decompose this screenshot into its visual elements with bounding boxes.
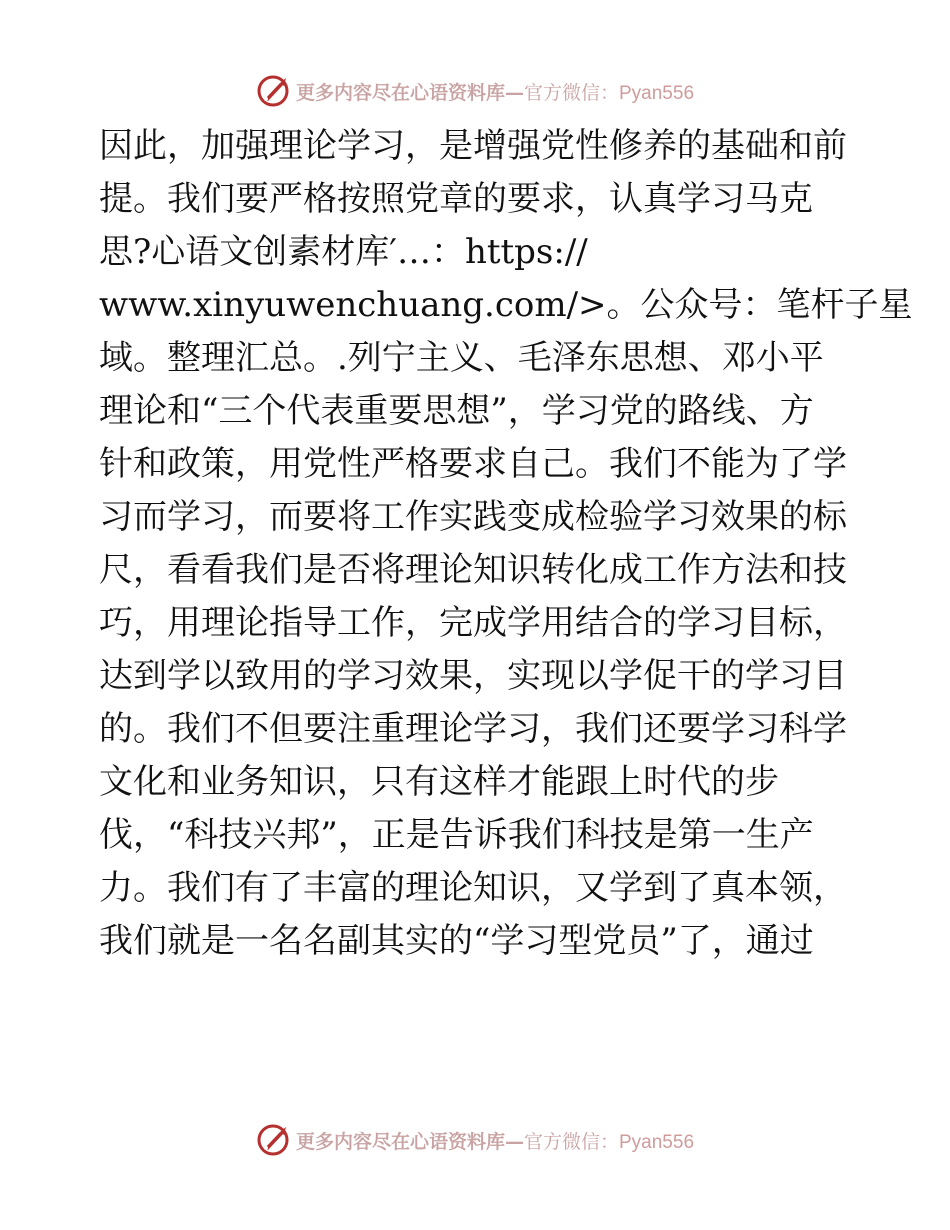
footer-banner-text — [296, 1127, 694, 1154]
body-line: www.xinyuwenchuang.com/>。公众号：笔杆子星 — [99, 285, 913, 325]
body-line: 巧，用理论指导工作，完成学用结合的学习目标， — [99, 603, 847, 643]
body-line: 达到学以致用的学习效果，实现以学促干的学习目 — [99, 656, 847, 696]
header-wechat-label: 官方微信： — [523, 81, 619, 104]
footer-banner — [0, 1120, 950, 1160]
body-line: 我们就是一名名副其实的“学习型党员”了，通过 — [99, 921, 814, 961]
body-line: 文化和业务知识，只有这样才能跟上时代的步 — [99, 762, 779, 802]
body-line: 尺，看看我们是否将理论知识转化成工作方法和技 — [99, 550, 847, 590]
header-banner-text — [296, 78, 694, 105]
quill-pen-circle-icon — [256, 74, 290, 108]
body-line: 域。整理汇总。.列宁主义、毛泽东思想、邓小平 — [99, 338, 824, 378]
footer-wechat-id: Pyan556 — [619, 1131, 695, 1153]
header-brand-text: 更多内容尽在心语资料库— — [295, 81, 524, 104]
footer-wechat-label: 官方微信： — [523, 1130, 619, 1153]
body-text — [99, 120, 913, 968]
header-wechat-id: Pyan556 — [619, 82, 695, 104]
body-line: 思?心语文创素材库′…：https:// — [99, 232, 588, 272]
body-line: 提。我们要严格按照党章的要求，认真学习马克 — [99, 179, 813, 219]
footer-brand-text: 更多内容尽在心语资料库— — [295, 1130, 524, 1153]
body-line: 习而学习，而要将工作实践变成检验学习效果的标 — [99, 497, 847, 537]
header-banner — [0, 71, 950, 111]
body-line: 针和政策，用党性严格要求自己。我们不能为了学 — [99, 444, 847, 484]
body-line: 的。我们不但要注重理论学习，我们还要学习科学 — [99, 709, 847, 749]
body-line: 伐，“科技兴邦”，正是告诉我们科技是第一生产 — [99, 815, 814, 855]
quill-pen-circle-icon — [256, 1123, 290, 1157]
body-line: 力。我们有了丰富的理论知识，又学到了真本领， — [99, 868, 847, 908]
body-line: 因此，加强理论学习，是增强党性修养的基础和前 — [99, 126, 847, 166]
body-line: 理论和“三个代表重要思想”，学习党的路线、方 — [99, 391, 814, 431]
